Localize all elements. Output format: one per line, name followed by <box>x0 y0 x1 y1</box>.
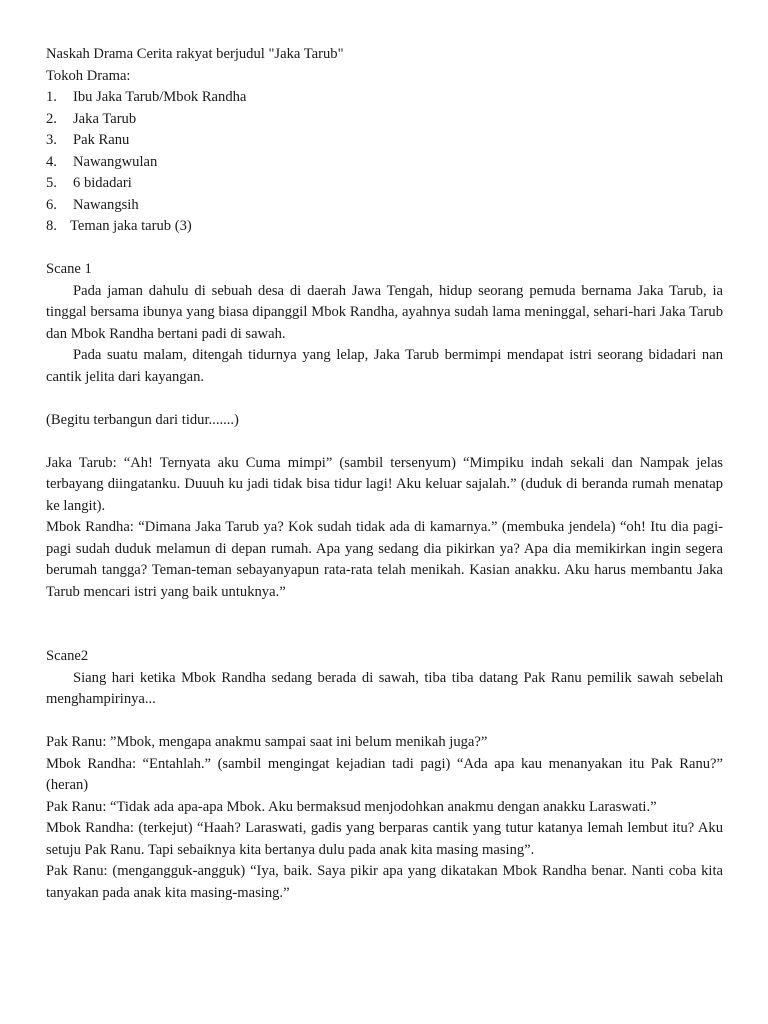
spacer <box>46 238 723 260</box>
spacer <box>46 388 723 410</box>
dialogue-mbok-randha: Mbok Randha: (terkejut) “Haah? Laraswati, gadis yang berparas cantik yang tutur katanya lemah lembut itu? Aku setuju Pak Ranu. Tapi sebaiknya kita bertanya dulu pada anak kita masing masing”. <box>46 820 723 858</box>
dialogue-mbok-randha: Mbok Randha: “Dimana Jaka Tarub ya? Kok sudah tidak ada di kamarnya.” (membuka jendela) “oh! Itu dia pagi-pagi sudah duduk melamun di depan rumah. Apa yang sedang dia pikirkan ya? Apa dia memikirkan ingin segera berumah tangga? Teman-teman sebayanyapun rata-rata telah menikah. Kasian anakku. Aku harus membantu Jaka Tarub mencari istri yang baik untuknya.” <box>46 519 723 600</box>
dialogue-pak-ranu: Pak Ranu: “Tidak ada apa-apa Mbok. Aku bermaksud menjodohkan anakmu dengan anakku Laraswati.” <box>46 798 657 815</box>
cast-item-name: Nawangsih <box>73 196 139 213</box>
cast-item-number: 1. <box>46 89 57 105</box>
spacer <box>46 603 723 646</box>
cast-item <box>46 173 723 195</box>
scene1-heading: Scane 1 <box>46 261 92 277</box>
stage-direction: (Begitu terbangun dari tidur.......) <box>46 411 239 428</box>
dialogue-pak-ranu: Pak Ranu: ”Mbok, mengapa anakmu sampai saat ini belum menikah juga?” <box>46 734 488 750</box>
cast-item-number: 4. <box>46 153 57 170</box>
cast-item <box>46 152 723 174</box>
scene1-narration: Pada suatu malam, ditengah tidurnya yang lelap, Jaka Tarub bermimpi mendapat istri seorang bidadari nan cantik jelita dari kayangan. <box>46 347 723 385</box>
cast-item-number: 8. <box>46 218 57 234</box>
cast-heading: Tokoh Drama: <box>46 67 131 84</box>
cast-item <box>46 130 723 152</box>
cast-item <box>46 195 723 217</box>
cast-item <box>46 216 723 238</box>
spacer <box>46 711 723 733</box>
scene2-heading: Scane2 <box>46 648 89 664</box>
cast-item-name: Teman jaka tarub (3) <box>70 218 192 234</box>
cast-item <box>46 109 723 131</box>
dialogue-jaka-tarub: Jaka Tarub: “Ah! Ternyata aku Cuma mimpi” (sambil tersenyum) “Mimpiku indah sekali dan Nampak jelas terbayang diingatanku. Duuuh ku jadi tidak bisa tidur lagi! Aku keluar sajalah.” (duduk di beranda rumah menatap ke langit). <box>46 454 723 514</box>
dialogue-pak-ranu: Pak Ranu: (mengangguk-angguk) “Iya, baik. Saya pikir apa yang dikatakan Mbok Randha benar. Nanti coba kita tanyakan pada anak kita masing-masing.” <box>46 863 723 901</box>
cast-item-name: 6 bidadari <box>73 175 132 191</box>
cast-item-number: 6. <box>46 196 57 213</box>
cast-item-name: Ibu Jaka Tarub/Mbok Randha <box>73 89 247 105</box>
scene1-narration: Pada jaman dahulu di sebuah desa di daerah Jawa Tengah, hidup seorang pemuda bernama Jaka Tarub, ia tinggal bersama ibunya yang biasa dipanggil Mbok Randha, ayahnya sudah lama meninggal, sehari-hari Jaka Tarub dan Mbok Randha bertani padi di sawah. <box>46 282 723 342</box>
cast-item <box>46 87 723 109</box>
spacer <box>46 431 723 453</box>
scene2-narration: Siang hari ketika Mbok Randha sedang berada di sawah, tiba tiba datang Pak Ranu pemilik sawah sebelah menghampirinya... <box>46 669 723 707</box>
dialogue-mbok-randha: Mbok Randha: “Entahlah.” (sambil mengingat kejadian tadi pagi) “Ada apa kau menanyakan itu Pak Ranu?” (heran) <box>46 755 723 793</box>
cast-list <box>46 87 723 238</box>
cast-item-number: 2. <box>46 110 57 127</box>
cast-item-number: 3. <box>46 132 57 148</box>
document-title: Naskah Drama Cerita rakyat berjudul "Jaka Tarub" <box>46 46 344 62</box>
document-page <box>46 44 723 904</box>
cast-item-name: Jaka Tarub <box>73 110 137 127</box>
cast-item-name: Nawangwulan <box>73 153 158 170</box>
cast-item-name: Pak Ranu <box>73 132 130 148</box>
cast-item-number: 5. <box>46 175 57 191</box>
